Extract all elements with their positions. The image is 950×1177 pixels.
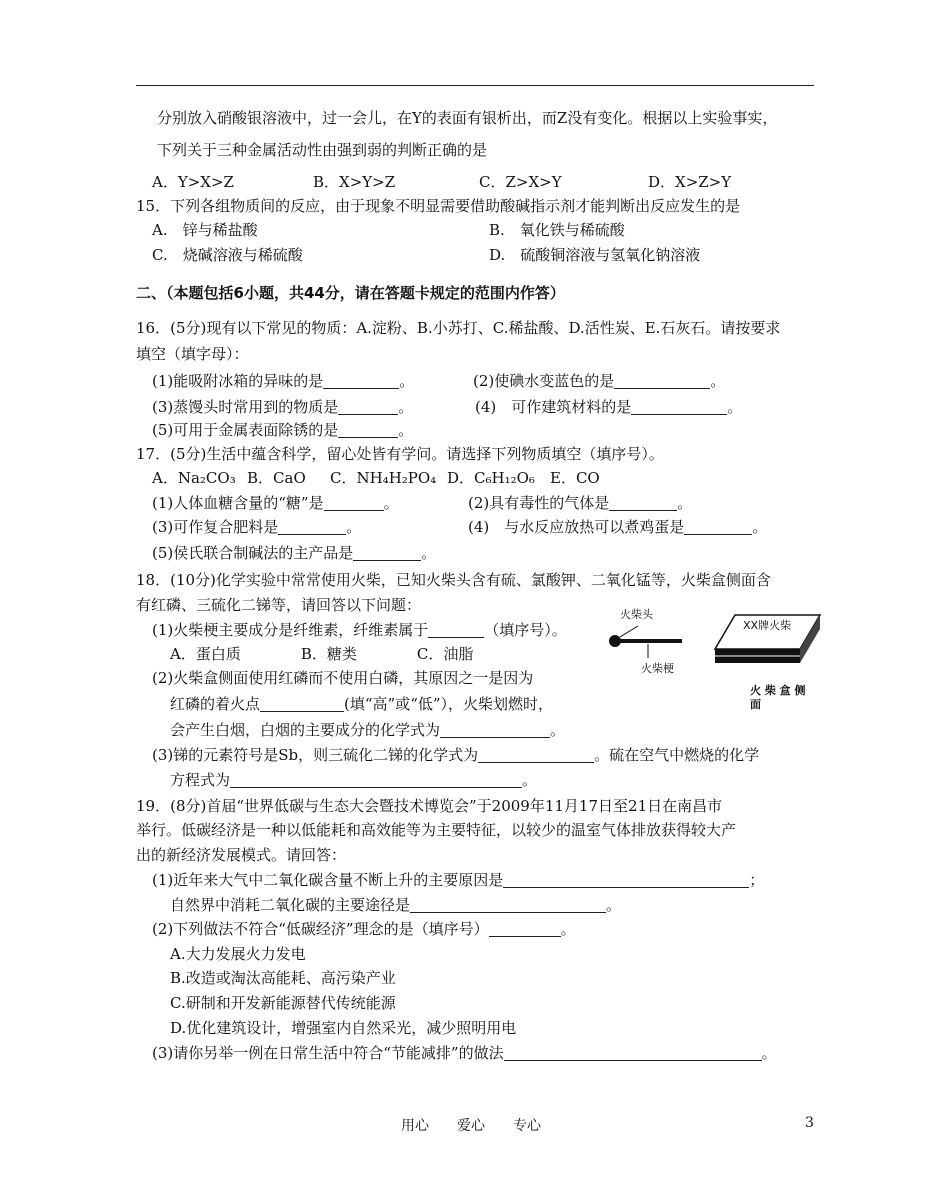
q18-blank2[interactable] [260, 695, 344, 712]
q14-stem-line2: 下列关于三种金属活动性由强到弱的判断正确的是 [157, 141, 488, 159]
q18-part3-line2: 方程式为 。 [170, 771, 538, 789]
q19-part3: (3)请你另举一例在日常生活中符合“节能减排”的做法 。 [152, 1044, 777, 1062]
q14-option-b: B．X>Y>Z [313, 173, 396, 191]
q18-part2-line2: 红磷的着火点 (填“高”或“低”），火柴划燃时， [170, 695, 554, 713]
q17-part2: (2)具有毒性的气体是 。 [468, 494, 693, 512]
header-rule [136, 85, 814, 86]
q16-part3: (3)蒸馒头时常用到的物质是 。 [152, 398, 414, 416]
q18-part2-line3: 会产生白烟，白烟的主要成分的化学式为 。 [170, 721, 566, 739]
q15-stem: 15．下列各组物质间的反应，由于现象不明显需要借助酸碱指示剂才能判断出反应发生的是 [136, 197, 741, 215]
q18-part1: (1)火柴梗主要成分是纤维素，纤维素属于 （填序号）。 [152, 621, 567, 639]
q15-option-a: A. 锌与稀盐酸 [152, 221, 258, 239]
footer-motto: 用心 爱心 专心 [401, 1118, 541, 1134]
q17-option-d: D．C₆H₁₂O₆ [447, 469, 535, 487]
section-2-heading: 二、（本题包括6小题，共44分，请在答题卡规定的范围内作答） [136, 284, 565, 302]
matchbox-side-label-2: 面 [750, 698, 761, 711]
q18-blank3[interactable] [440, 721, 550, 738]
q17-part4: (4) 与水反应放热可以煮鸡蛋是 。 [468, 518, 768, 536]
q17-stem: 17．(5分)生活中蕴含科学，留心处皆有学问。请选择下列物质填空（填序号）。 [136, 445, 664, 463]
q14-stem-line1: 分别放入硝酸银溶液中，过一会儿，在Y的表面有银析出，而Z没有变化。根据以上实验事实， [157, 109, 778, 127]
q19-option-d: D.优化建筑设计，增强室内自然采光，减少照明用电 [170, 1019, 517, 1037]
q19-stem-line2: 举行。低碳经济是一种以低能耗和高效能等为主要特征，以较少的温室气体排放获得较大产 [136, 821, 737, 839]
q19-option-c: C.研制和开发新能源替代传统能源 [170, 994, 396, 1012]
match-stick-shape [620, 639, 682, 643]
q18-stem-line1: 18．(10分)化学实验中常常使用火柴，已知火柴头含有硫、氯酸钾、二氧化锰等，火柴盒侧面含 [136, 571, 771, 589]
q19-option-b: B.改造或淘汰高能耗、高污染产业 [170, 969, 396, 987]
q18-blank5[interactable] [230, 771, 522, 788]
match-stick-label: 火柴梗 [641, 662, 674, 675]
matchbox-brand-label: XX牌火柴 [743, 619, 792, 632]
q18-part3-line1: (3)锑的元素符号是Sb，则三硫化二锑的化学式为 。硫在空气中燃烧的化学 [152, 746, 760, 764]
q19-blank1[interactable] [503, 871, 749, 888]
q17-blank5[interactable] [353, 544, 421, 561]
match-head-pointer [620, 626, 638, 637]
q17-blank2[interactable] [609, 494, 677, 511]
q18-part2-line1: (2)火柴盒侧面使用红磷而不使用白磷，其原因之一是因为 [152, 669, 534, 687]
q17-part5: (5)侯氏联合制碱法的主产品是 。 [152, 544, 437, 562]
matchbox-side-label-1: 火 柴 盒 侧 [750, 684, 806, 697]
q15-option-c: C. 烧碱溶液与稀硫酸 [152, 246, 303, 264]
q19-stem-line1: 19．(8分)首届“世界低碳与生态大会暨技术博览会”于2009年11月17日至21日在南昌市 [136, 797, 723, 815]
q18-blank1[interactable] [428, 621, 484, 638]
q16-stem-line1: 16．(5分)现有以下常见的物质：A.淀粉、B.小苏打、C.稀盐酸、D.活性炭、E.石灰石。请按要求 [136, 319, 781, 337]
q19-option-a: A.大力发展火力发电 [170, 945, 306, 963]
q15-option-d: D. 硫酸铜溶液与氢氧化钠溶液 [489, 246, 701, 264]
q19-part1-line1: (1)近年来大气中二氧化碳含量不断上升的主要原因是 ； [152, 871, 765, 889]
q17-option-b: B．CaO [247, 469, 306, 487]
q19-blank3[interactable] [489, 920, 561, 937]
q18-stem-line2: 有红磷、三硫化二锑等，请回答以下问题： [136, 596, 422, 614]
match-head-label: 火柴头 [620, 608, 653, 621]
q17-option-c: C．NH₄H₂PO₄ [330, 469, 437, 487]
q18-part1-options: A．蛋白质 B．糖类 C．油脂 [170, 645, 474, 663]
q14-option-a: A．Y>X>Z [152, 173, 234, 191]
q16-blank2[interactable] [614, 372, 710, 389]
q17-part1: (1)人体血糖含量的“糖”是 。 [152, 494, 399, 512]
q17-option-a: A．Na₂CO₃ [152, 469, 236, 487]
q16-blank5[interactable] [338, 421, 398, 438]
q16-part2: (2)使碘水变蓝色的是 。 [473, 372, 726, 390]
q16-blank4[interactable] [631, 398, 727, 415]
q16-part4: (4) 可作建筑材料的是 。 [475, 398, 743, 416]
q17-blank4[interactable] [684, 518, 752, 535]
q17-blank1[interactable] [324, 494, 384, 511]
q14-option-d: D．X>Z>Y [648, 173, 732, 191]
match-head-shape [609, 635, 621, 647]
q17-blank3[interactable] [278, 518, 346, 535]
q16-part1: (1)能吸附冰箱的异味的是 。 [152, 372, 415, 390]
q19-blank4[interactable] [504, 1044, 762, 1061]
q16-part5: (5)可用于金属表面除锈的是 。 [152, 421, 414, 439]
q17-part3: (3)可作复合肥料是 。 [152, 518, 362, 536]
q14-option-c: C．Z>X>Y [479, 173, 562, 191]
q15-option-b: B. 氧化铁与稀硫酸 [489, 221, 625, 239]
q16-blank3[interactable] [338, 398, 398, 415]
q19-part2: (2)下列做法不符合“低碳经济”理念的是（填序号） 。 [152, 920, 576, 938]
q19-part1-line2: 自然界中消耗二氧化碳的主要途径是 。 [170, 896, 622, 914]
q19-stem-line3: 出的新经济发展模式。请回答： [136, 846, 347, 864]
q19-blank2[interactable] [410, 896, 606, 913]
q18-blank4[interactable] [478, 746, 594, 763]
page-number: 3 [805, 1115, 814, 1131]
q16-blank1[interactable] [323, 372, 399, 389]
q17-option-e: E．CO [550, 469, 600, 487]
q16-stem-line2: 填空（填字母）： [136, 345, 249, 363]
